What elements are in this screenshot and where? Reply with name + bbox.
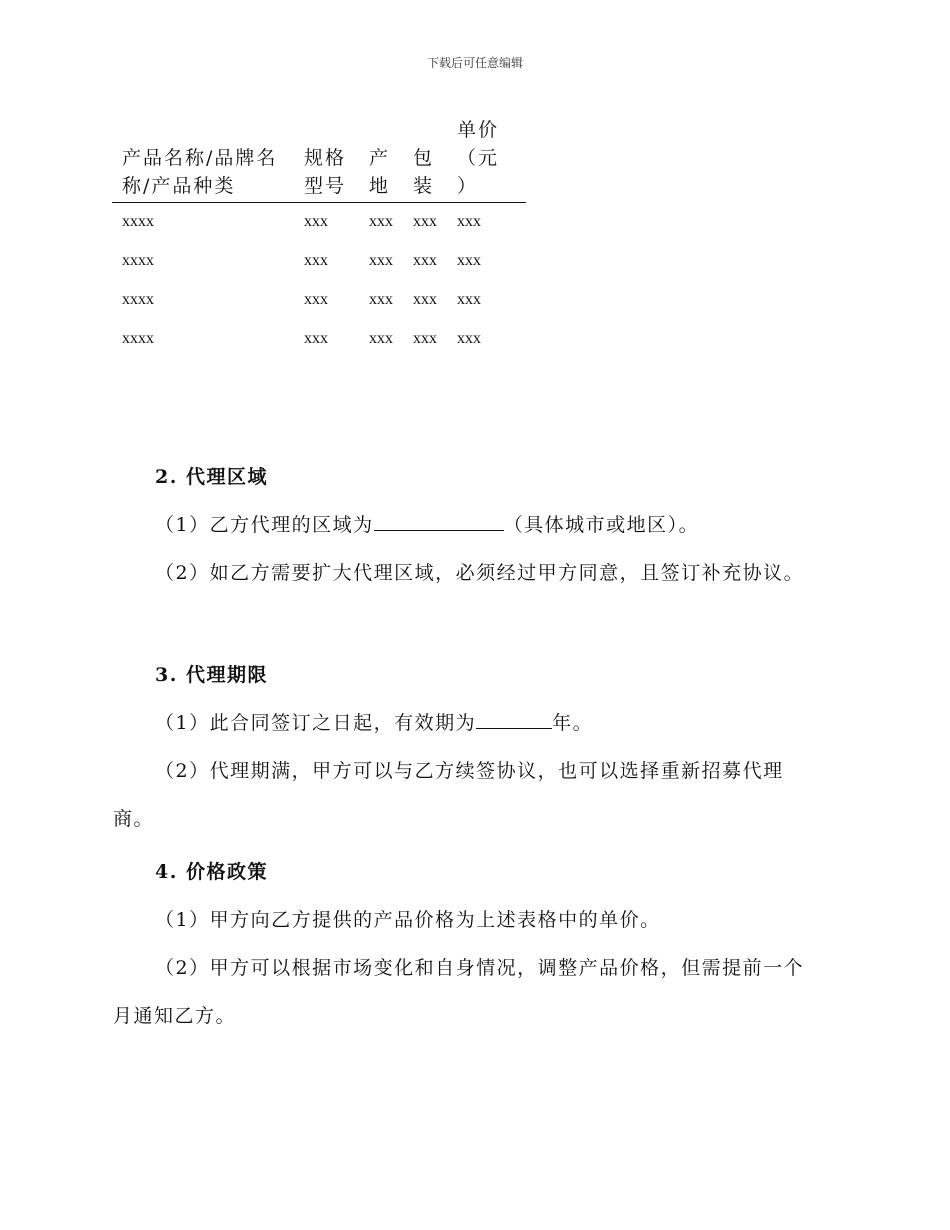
- cell-unit-price: xxx: [457, 213, 481, 230]
- table-row: [112, 281, 526, 320]
- section-agency-term: [113, 651, 823, 843]
- cell-product-name: xxxx: [122, 291, 154, 308]
- cell-origin: xxx: [369, 213, 393, 230]
- paragraph: （2）代理期满，甲方可以与乙方续签协议，也可以选择重新招募代理商。: [113, 760, 784, 830]
- section-agency-area: [113, 453, 823, 597]
- paragraph: （1）甲方向乙方提供的产品价格为上述表格中的单价。: [155, 909, 661, 931]
- cell-spec-model: xxx: [304, 252, 328, 269]
- cell-unit-price: xxx: [457, 330, 481, 347]
- cell-origin: xxx: [369, 330, 393, 347]
- page-header-note: 下载后可任意编辑: [426, 56, 523, 70]
- paragraph-text: （1）乙方代理的区域为: [155, 514, 374, 536]
- table-row: [112, 203, 526, 243]
- paragraph-text: 年。: [552, 712, 594, 734]
- cell-product-name: xxxx: [122, 252, 154, 269]
- header-packaging: 包装: [403, 112, 447, 203]
- table-header-row: [112, 112, 526, 203]
- header-spec-model: 规格型号: [294, 112, 359, 203]
- fill-in-blank: [374, 506, 504, 531]
- paragraph-text: （具体城市或地区）。: [503, 514, 700, 536]
- cell-spec-model: xxx: [304, 330, 328, 347]
- header-origin: 产地: [359, 112, 403, 203]
- header-unit-price: 单价（元）: [447, 112, 526, 203]
- section-heading: 3. 代理期限: [155, 664, 268, 686]
- fill-in-blank: [476, 704, 552, 729]
- cell-unit-price: xxx: [457, 252, 481, 269]
- section-heading: 2. 代理区域: [155, 466, 268, 488]
- table-row: [112, 242, 526, 281]
- paragraph: [113, 501, 823, 549]
- table-row: [112, 320, 526, 359]
- product-table: [112, 112, 526, 359]
- header-product-name: 产品名称/品牌名称/产品种类: [112, 112, 294, 203]
- paragraph: （2）甲方可以根据市场变化和自身情况，调整产品价格，但需提前一个月通知乙方。: [113, 957, 805, 1027]
- cell-product-name: xxxx: [122, 330, 154, 347]
- cell-unit-price: xxx: [457, 291, 481, 308]
- cell-spec-model: xxx: [304, 291, 328, 308]
- paragraph: （2）如乙方需要扩大代理区域，必须经过甲方同意，且签订补充协议。: [155, 562, 805, 584]
- cell-packaging: xxx: [413, 330, 437, 347]
- paragraph: [113, 699, 823, 747]
- cell-spec-model: xxx: [304, 213, 328, 230]
- cell-origin: xxx: [369, 291, 393, 308]
- paragraph-text: （1）此合同签订之日起，有效期为: [155, 712, 477, 734]
- section-price-policy: [113, 848, 823, 1040]
- cell-origin: xxx: [369, 252, 393, 269]
- cell-packaging: xxx: [413, 252, 437, 269]
- section-heading: 4. 价格政策: [155, 861, 268, 883]
- cell-packaging: xxx: [413, 213, 437, 230]
- cell-packaging: xxx: [413, 291, 437, 308]
- cell-product-name: xxxx: [122, 213, 154, 230]
